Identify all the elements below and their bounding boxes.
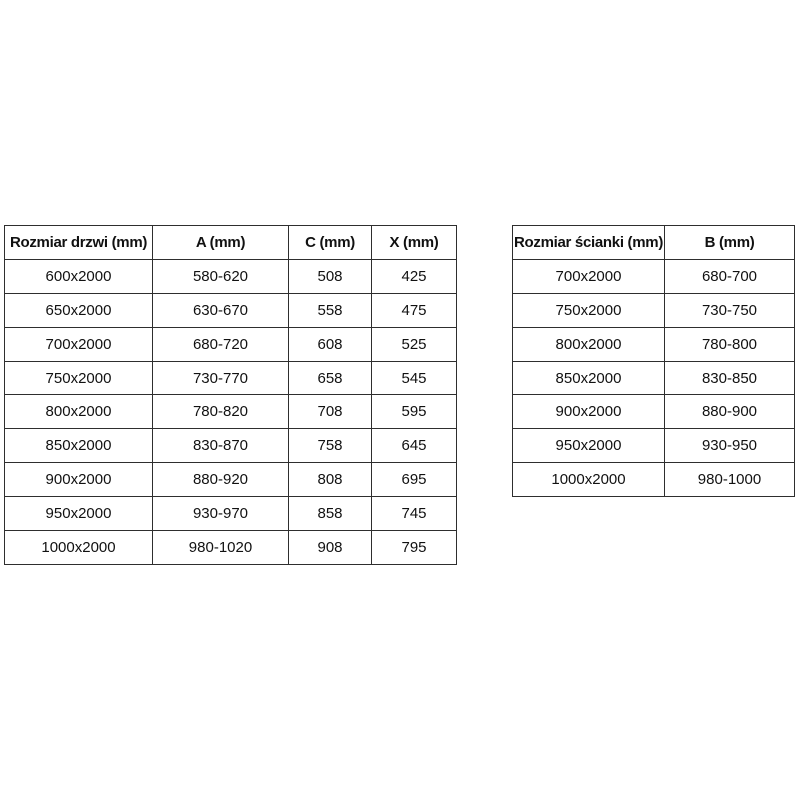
table-cell: 980-1000 — [665, 463, 795, 497]
table-cell: 850x2000 — [513, 361, 665, 395]
table-cell: 950x2000 — [5, 497, 153, 531]
column-header: X (mm) — [372, 226, 457, 260]
table-row — [5, 531, 457, 565]
column-header: Rozmiar ścianki (mm) — [513, 226, 665, 260]
table-cell: 558 — [289, 293, 372, 327]
table-cell: 780-820 — [153, 395, 289, 429]
table-cell: 830-850 — [665, 361, 795, 395]
table-cell: 508 — [289, 259, 372, 293]
table-row — [5, 293, 457, 327]
table-cell: 900x2000 — [513, 395, 665, 429]
table-cell: 780-800 — [665, 327, 795, 361]
table-cell: 595 — [372, 395, 457, 429]
table-row — [5, 395, 457, 429]
table-cell: 800x2000 — [5, 395, 153, 429]
table-row — [5, 429, 457, 463]
table-cell: 858 — [289, 497, 372, 531]
table-cell: 745 — [372, 497, 457, 531]
table-row — [513, 395, 795, 429]
table-cell: 600x2000 — [5, 259, 153, 293]
table-cell: 608 — [289, 327, 372, 361]
table-cell: 750x2000 — [513, 293, 665, 327]
table-header-row — [5, 226, 457, 260]
table-cell: 658 — [289, 361, 372, 395]
table-cell: 850x2000 — [5, 429, 153, 463]
table-cell: 1000x2000 — [513, 463, 665, 497]
table-cell: 700x2000 — [5, 327, 153, 361]
table-cell: 758 — [289, 429, 372, 463]
table-row — [5, 497, 457, 531]
table-row — [513, 293, 795, 327]
table-cell: 525 — [372, 327, 457, 361]
column-header: B (mm) — [665, 226, 795, 260]
table-cell: 930-970 — [153, 497, 289, 531]
table-cell: 750x2000 — [5, 361, 153, 395]
table-row — [513, 361, 795, 395]
door-size-table — [4, 225, 457, 565]
table-row — [513, 259, 795, 293]
table-cell: 980-1020 — [153, 531, 289, 565]
column-header: A (mm) — [153, 226, 289, 260]
table-cell: 580-620 — [153, 259, 289, 293]
table-cell: 475 — [372, 293, 457, 327]
table-cell: 880-900 — [665, 395, 795, 429]
table-cell: 650x2000 — [5, 293, 153, 327]
table-row — [513, 429, 795, 463]
wall-size-table — [512, 225, 795, 497]
table-cell: 680-700 — [665, 259, 795, 293]
table-cell: 900x2000 — [5, 463, 153, 497]
table-cell: 700x2000 — [513, 259, 665, 293]
table-row — [5, 361, 457, 395]
table-row — [513, 463, 795, 497]
table-row — [5, 463, 457, 497]
column-header: C (mm) — [289, 226, 372, 260]
table-row — [513, 327, 795, 361]
table-cell: 645 — [372, 429, 457, 463]
table-cell: 908 — [289, 531, 372, 565]
table-cell: 708 — [289, 395, 372, 429]
table-cell: 930-950 — [665, 429, 795, 463]
table-cell: 880-920 — [153, 463, 289, 497]
table-cell: 808 — [289, 463, 372, 497]
table-cell: 425 — [372, 259, 457, 293]
table-cell: 630-670 — [153, 293, 289, 327]
table-cell: 545 — [372, 361, 457, 395]
table-cell: 730-750 — [665, 293, 795, 327]
table-cell: 680-720 — [153, 327, 289, 361]
table-cell: 695 — [372, 463, 457, 497]
table-cell: 795 — [372, 531, 457, 565]
table-cell: 730-770 — [153, 361, 289, 395]
table-row — [5, 327, 457, 361]
table-header-row — [513, 226, 795, 260]
table-cell: 950x2000 — [513, 429, 665, 463]
table-cell: 830-870 — [153, 429, 289, 463]
column-header: Rozmiar drzwi (mm) — [5, 226, 153, 260]
table-row — [5, 259, 457, 293]
table-cell: 800x2000 — [513, 327, 665, 361]
table-cell: 1000x2000 — [5, 531, 153, 565]
